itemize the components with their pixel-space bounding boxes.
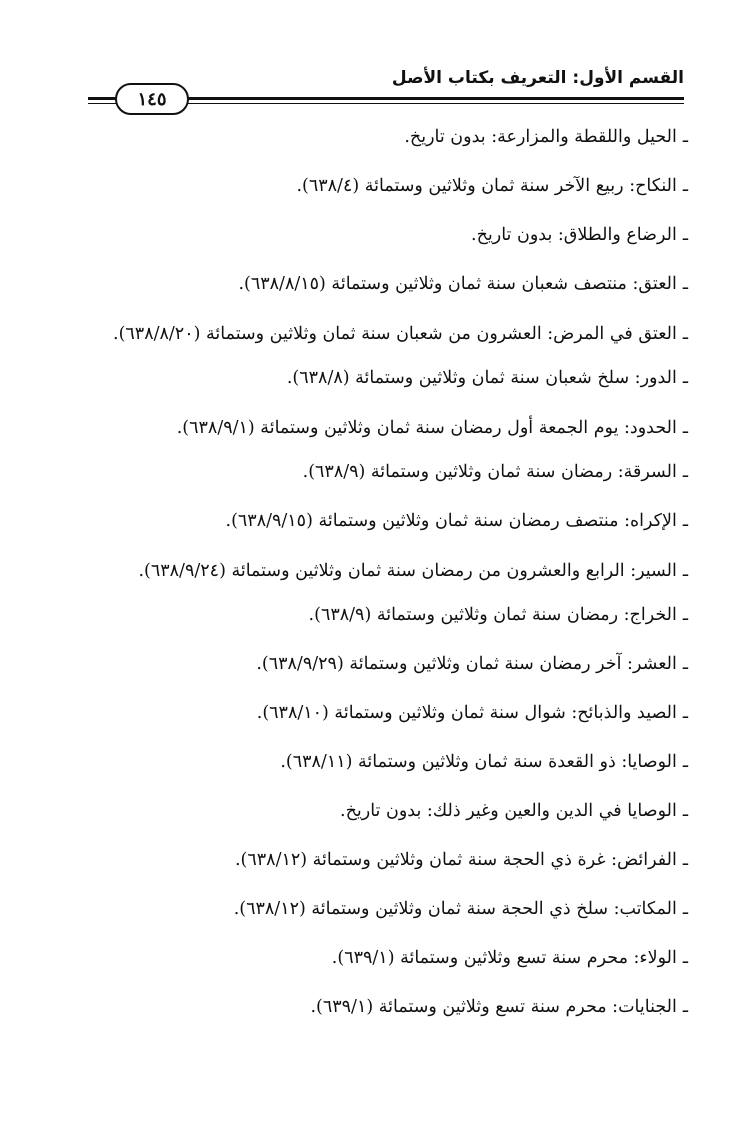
entry-bullet: ـ xyxy=(682,511,688,531)
entry-bullet: ـ xyxy=(682,561,688,581)
list-item xyxy=(84,453,688,492)
list-item xyxy=(84,694,688,733)
list-item xyxy=(84,408,688,449)
entry-text: العتق في المرض: العشرون من شعبان سنة ثمان وثلاثين وستمائة (٦٣٨/٨/٢٠). xyxy=(113,324,677,344)
list-item xyxy=(84,645,688,684)
list-item xyxy=(84,988,688,1027)
list-item xyxy=(84,265,688,304)
entry-bullet: ـ xyxy=(682,703,688,723)
entry-bullet: ـ xyxy=(682,654,688,674)
entry-text: الخراج: رمضان سنة ثمان وثلاثين وستمائة (٦٣٨/٩). xyxy=(308,605,677,625)
entry-text: المكاتب: سلخ ذي الحجة سنة ثمان وثلاثين وستمائة (٦٣٨/١٢). xyxy=(233,899,677,919)
entry-bullet: ـ xyxy=(682,418,688,438)
entry-text: العشر: آخر رمضان سنة ثمان وثلاثين وستمائة (٦٣٨/٩/٢٩). xyxy=(256,654,677,674)
entry-bullet: ـ xyxy=(682,127,688,147)
entry-bullet: ـ xyxy=(682,605,688,625)
entry-text: العتق: منتصف شعبان سنة ثمان وثلاثين وستمائة (٦٣٨/٨/١٥). xyxy=(238,274,677,294)
entry-bullet: ـ xyxy=(682,368,688,388)
page-number-badge xyxy=(115,83,189,115)
entry-bullet: ـ xyxy=(682,176,688,196)
list-item xyxy=(84,551,688,592)
list-item xyxy=(84,939,688,978)
entry-text: السرقة: رمضان سنة ثمان وثلاثين وستمائة (٦٣٨/٩). xyxy=(302,462,677,482)
entry-bullet: ـ xyxy=(682,899,688,919)
entry-text: الولاء: محرم سنة تسع وثلاثين وستمائة (٦٣٩/١). xyxy=(331,948,677,968)
list-item xyxy=(84,841,688,880)
entry-text: الحيل واللقطة والمزارعة: بدون تاريخ. xyxy=(404,127,677,147)
list-item xyxy=(84,890,688,929)
entry-bullet: ـ xyxy=(682,850,688,870)
entry-text: الرضاع والطلاق: بدون تاريخ. xyxy=(471,225,677,245)
list-item xyxy=(84,216,688,255)
list-item xyxy=(84,502,688,541)
entry-text: السير: الرابع والعشرون من رمضان سنة ثمان وثلاثين وستمائة (٦٣٨/٩/٢٤). xyxy=(138,561,677,581)
entry-list xyxy=(84,118,688,1078)
entry-text: الجنايات: محرم سنة تسع وثلاثين وستمائة (٦٣٩/١). xyxy=(310,997,677,1017)
list-item xyxy=(84,743,688,782)
entry-bullet: ـ xyxy=(682,997,688,1017)
section-title: القسم الأول: التعريف بكتاب الأصل xyxy=(391,68,684,88)
entry-bullet: ـ xyxy=(682,752,688,772)
page-header xyxy=(88,66,684,110)
entry-bullet: ـ xyxy=(682,462,688,482)
page-number: ١٤٥ xyxy=(137,88,167,110)
entry-bullet: ـ xyxy=(682,274,688,294)
list-item xyxy=(84,167,688,206)
entry-text: الفرائض: غرة ذي الحجة سنة ثمان وثلاثين وستمائة (٦٣٨/١٢). xyxy=(234,850,677,870)
list-item xyxy=(84,596,688,635)
entry-text: الوصايا في الدين والعين وغير ذلك: بدون تاريخ. xyxy=(340,801,677,821)
list-item xyxy=(84,792,688,831)
entry-text: الدور: سلخ شعبان سنة ثمان وثلاثين وستمائة (٦٣٨/٨). xyxy=(286,368,677,388)
list-item xyxy=(84,314,688,355)
entry-bullet: ـ xyxy=(682,225,688,245)
entry-bullet: ـ xyxy=(682,948,688,968)
list-item xyxy=(84,359,688,398)
entry-text: النكاح: ربيع الآخر سنة ثمان وثلاثين وستمائة (٦٣٨/٤). xyxy=(296,176,677,196)
entry-text: الصيد والذبائح: شوال سنة ثمان وثلاثين وستمائة (٦٣٨/١٠). xyxy=(256,703,677,723)
entry-bullet: ـ xyxy=(682,801,688,821)
entry-text: الحدود: يوم الجمعة أول رمضان سنة ثمان وثلاثين وستمائة (٦٣٨/٩/١). xyxy=(176,418,677,438)
entry-text: الوصايا: ذو القعدة سنة ثمان وثلاثين وستمائة (٦٣٨/١١). xyxy=(280,752,677,772)
entry-text: الإكراه: منتصف رمضان سنة ثمان وثلاثين وستمائة (٦٣٨/٩/١٥). xyxy=(225,511,677,531)
entry-bullet: ـ xyxy=(682,324,688,344)
list-item xyxy=(84,118,688,157)
